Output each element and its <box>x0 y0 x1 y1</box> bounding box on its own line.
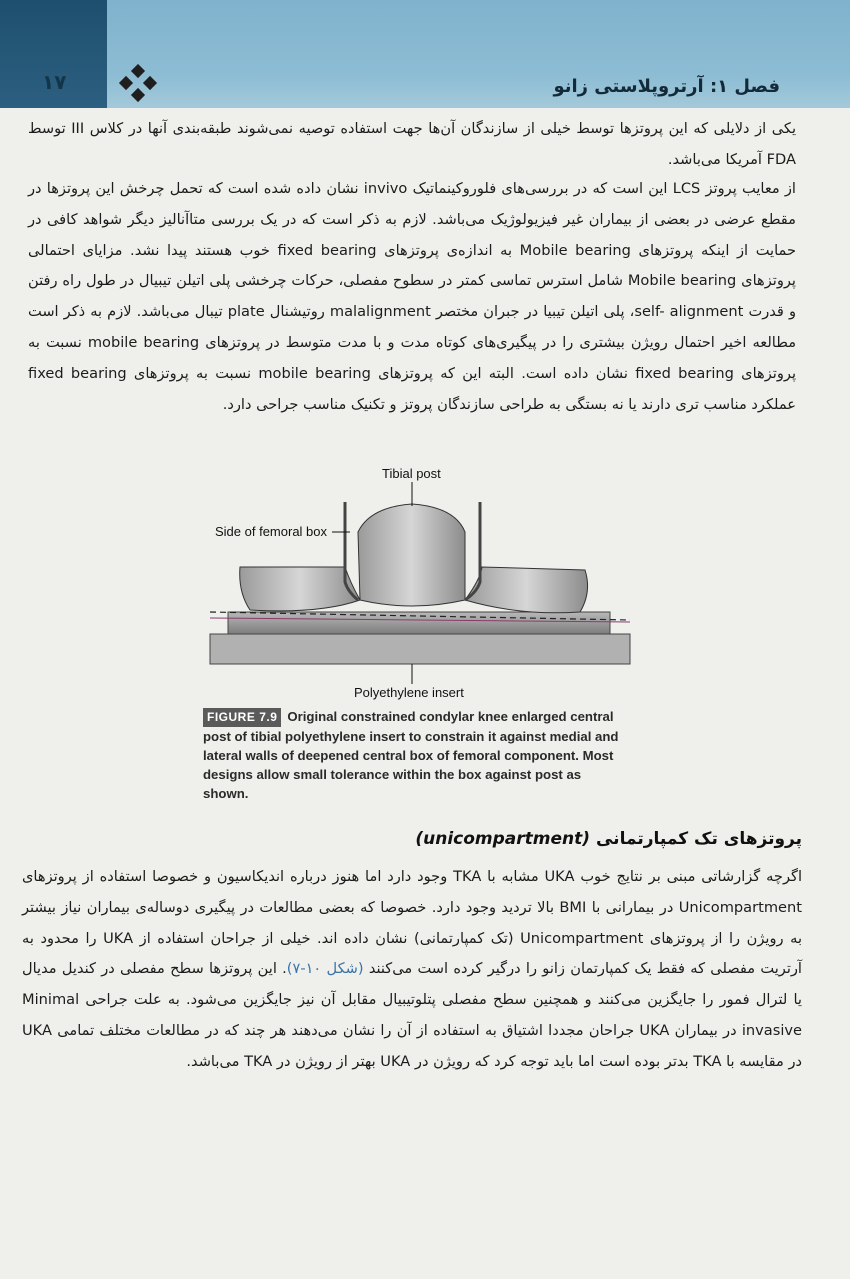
knee-implant-illustration <box>200 462 640 702</box>
figure-caption <box>203 707 623 803</box>
label-polyethylene-insert: Polyethylene insert <box>354 685 464 700</box>
section-heading-latin: (unicompartment) <box>415 829 591 849</box>
figure-number: 7.9 <box>259 710 278 724</box>
section-heading <box>415 829 802 849</box>
figure-prefix: FIGURE <box>207 710 256 724</box>
figure-reference-link[interactable]: (شکل ۱۰-۷) <box>286 960 364 978</box>
page-number: ۱۷ <box>42 70 67 94</box>
paragraph-lcs: از معایب پروتز LCS این است که در بررسی‌های فلوروکینماتیک invivo نشان داده شده است که تحمل چرخش این پروتزها در مقطع عرضی در بعضی از بیماران غیر فیزیولوژیک می‌باشد. لازم به ذکر است که در یک بررسی متاآنالیز دیگر شواهد کافی در حمایت از اینکه پروتزهای Mobile bearing به اندازه‌ی پروتزهای fixed bearing خوب هستند پیدا نشد. مزایای احتمالی پروتزهای Mobile bearing شامل استرس تماسی کمتر در سطوح مفصلی، حرکات چرخشی پلی اتیلن تیبیال در طول راه رفتن و قدرت self- alignment، پلی اتیلن تیبیا در جبران مختصر malalignment روتیشنال plate تیبال می‌باشد. لازم به ذکر است مطالعه اخیر احتمال رویژن بیشتری را در پیگیری‌های کوتاه مدت و با مدت متوسط در پروتزهای mobile bearing نسبت به پروتزهای fixed bearing نشان داده است. البته این که پروتزهای mobile bearing نسبت به پروتزهای fixed bearing عملکرد مناسب تری دارند یا نه بستگی به طراحی سازندگان پروتز و تکنیک مناسب جراحی دارد. <box>28 180 797 413</box>
paragraph-uka <box>22 862 802 1078</box>
label-tibial-post: Tibial post <box>382 466 441 481</box>
diamond-ornament-icon <box>116 64 160 108</box>
paragraph-intro: یکی از دلایلی که این پروتزها توسط خیلی از سازندگان آن‌ها جهت استفاده توصیه نمی‌شوند طبقه‌بندی آنها در کلاس III توسط FDA آمریکا می‌باشد. <box>28 120 797 168</box>
section-heading-fa: پروتزهای تک کمپارتمانی <box>595 829 802 849</box>
paragraph-uka-part-b: . این پروتزها سطح مفصلی در کندیل مدیال یا لترال فمور را جایگزین می‌کنند و همچنین سطح مفصلی پتلوتیبیال مقابل آن نیز جایگزین می‌شود. به علت جراحی Minimal invasive در بیماران UKA جراحان مجددا اشتیاق به استفاده از آن را نشان می‌دهند هر چند که در مطالعات مختلف تمامی UKA در مقایسه با TKA بدتر بوده است اما باید توجه کرد که رویژن در UKA بهتر از رویژن در TKA می‌باشد. <box>22 960 802 1070</box>
chapter-title: فصل ۱: آرتروپلاستی زانو <box>553 76 780 97</box>
paragraph-uka-part-a: اگرچه گزارشاتی مبنی بر نتایج خوب UKA مشابه با TKA وجود دارد اما هنوز درباره اندیکاسیون و خصوصا استفاده از پروتزهای Unicompartment در بیمارانی با BMI بالا تردید وجود دارد. خصوصا که بعضی مطالعات در پیگیری دوساله‌ی بیماران نیاز بیشتر به رویژن را از پروتزهای Unicompartment (تک کمپارتمانی) نشان داده اند. خیلی از جراحان استفاده از UKA را محدود به آرتریت مفصلی که فقط یک کمپارتمان زانو را درگیر کرده است می‌کنند <box>22 868 803 978</box>
label-femoral-box: Side of femoral box <box>215 524 328 539</box>
figure-knee-diagram <box>200 462 640 702</box>
figure-badge <box>203 708 281 727</box>
figure-caption-text: Original constrained condylar knee enlarged central post of tibial polyethylene insert to constrain it against medial and lateral walls of deepened central box of femoral component. Most designs allow small tolerance within the box against post as shown. <box>203 709 619 801</box>
